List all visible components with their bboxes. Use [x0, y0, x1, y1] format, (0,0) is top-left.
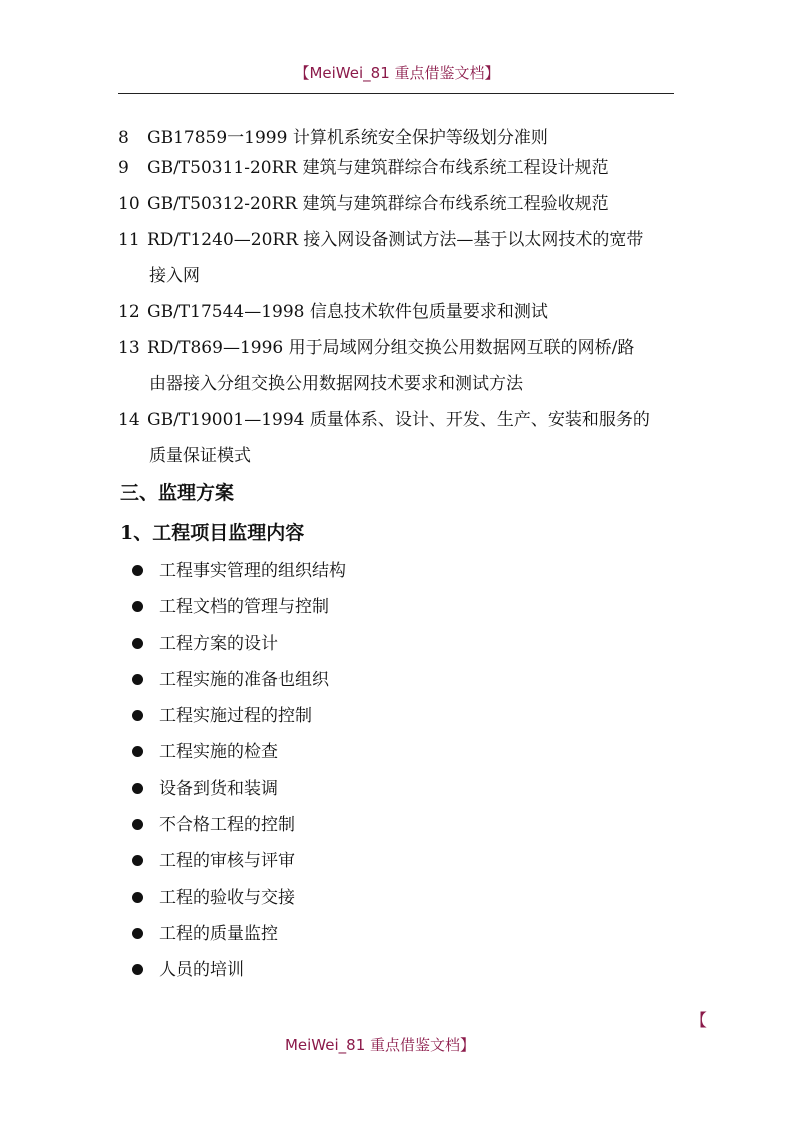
list-item-label: 工程的验收与交接 [159, 887, 295, 908]
reference-number: 12 [118, 302, 140, 322]
bullet-icon [132, 674, 143, 685]
bullet-icon [132, 783, 143, 794]
page-header: 【MeiWei_81 重点借鉴文档】 [294, 64, 500, 82]
header-divider [118, 93, 674, 94]
list-item [132, 847, 346, 883]
list-item-label: 工程方案的设计 [159, 633, 278, 654]
reference-text: GB/T19001—1994 质量体系、设计、开发、生产、安装和服务的 [147, 410, 650, 430]
list-item [132, 956, 346, 992]
supervision-content-list [132, 557, 346, 993]
reference-item [118, 330, 678, 402]
reference-number: 8 [118, 128, 129, 148]
list-item-label: 工程事实管理的组织结构 [159, 561, 346, 581]
list-item-label: 不合格工程的控制 [159, 815, 295, 836]
list-item [132, 884, 346, 920]
bullet-icon [132, 855, 143, 866]
page-footer: MeiWei_81 重点借鉴文档】 [284, 1036, 476, 1054]
reference-continuation: 由器接入分组交换公用数据网技术要求和测试方法 [149, 374, 523, 394]
reference-text: RD/T869—1996 用于局域网分组交换公用数据网互联的网桥/路 [147, 338, 635, 358]
reference-number: 11 [118, 230, 140, 250]
list-item [132, 593, 346, 629]
bullet-icon [132, 892, 143, 903]
bullet-icon [132, 710, 143, 721]
list-item [132, 630, 346, 666]
reference-text: GB17859一1999 计算机系统安全保护等级划分准则 [147, 128, 548, 148]
list-item-label: 工程的审核与评审 [159, 851, 295, 872]
list-item [132, 920, 346, 956]
list-item-label: 工程的质量监控 [159, 923, 278, 944]
reference-text: RD/T1240—20RR 接入网设备测试方法—基于以太网技术的宽带 [147, 230, 644, 250]
reference-number: 9 [118, 158, 129, 178]
reference-item [118, 150, 678, 186]
reference-text: GB/T50311-20RR 建筑与建筑群综合布线系统工程设计规范 [147, 158, 609, 178]
bullet-icon [132, 565, 143, 576]
reference-text: GB/T50312-20RR 建筑与建筑群综合布线系统工程验收规范 [147, 194, 609, 214]
list-item [132, 811, 346, 847]
reference-number: 14 [118, 410, 140, 430]
reference-number: 13 [118, 338, 140, 358]
list-item-label: 工程实施的检查 [159, 742, 278, 763]
reference-number: 10 [118, 194, 140, 214]
reference-text: GB/T17544—1998 信息技术软件包质量要求和测试 [147, 302, 548, 322]
section-heading: 三、监理方案 [120, 482, 235, 504]
list-item [132, 738, 346, 774]
reference-item [118, 186, 678, 222]
list-item-label: 人员的培训 [159, 960, 244, 981]
subsection-heading: 1、工程项目监理内容 [120, 522, 305, 544]
reference-item [118, 222, 678, 294]
list-item-label: 工程实施的准备也组织 [159, 669, 329, 690]
list-item [132, 775, 346, 811]
bullet-icon [132, 601, 143, 612]
reference-item [118, 402, 678, 474]
bullet-icon [132, 964, 143, 975]
reference-continuation: 接入网 [149, 266, 200, 286]
bullet-icon [132, 819, 143, 830]
bullet-icon [132, 928, 143, 939]
list-item-label: 工程实施过程的控制 [159, 706, 312, 727]
bullet-icon [132, 638, 143, 649]
list-item-label: 工程文档的管理与控制 [159, 597, 329, 618]
list-item [132, 702, 346, 738]
corner-mark: 【 [690, 1011, 707, 1031]
reference-item [118, 126, 678, 150]
list-item [132, 557, 346, 593]
reference-continuation: 质量保证模式 [149, 446, 251, 466]
list-item-label: 设备到货和装调 [159, 778, 278, 799]
reference-item [118, 294, 678, 330]
standards-list [118, 126, 678, 474]
list-item [132, 666, 346, 702]
bullet-icon [132, 746, 143, 757]
